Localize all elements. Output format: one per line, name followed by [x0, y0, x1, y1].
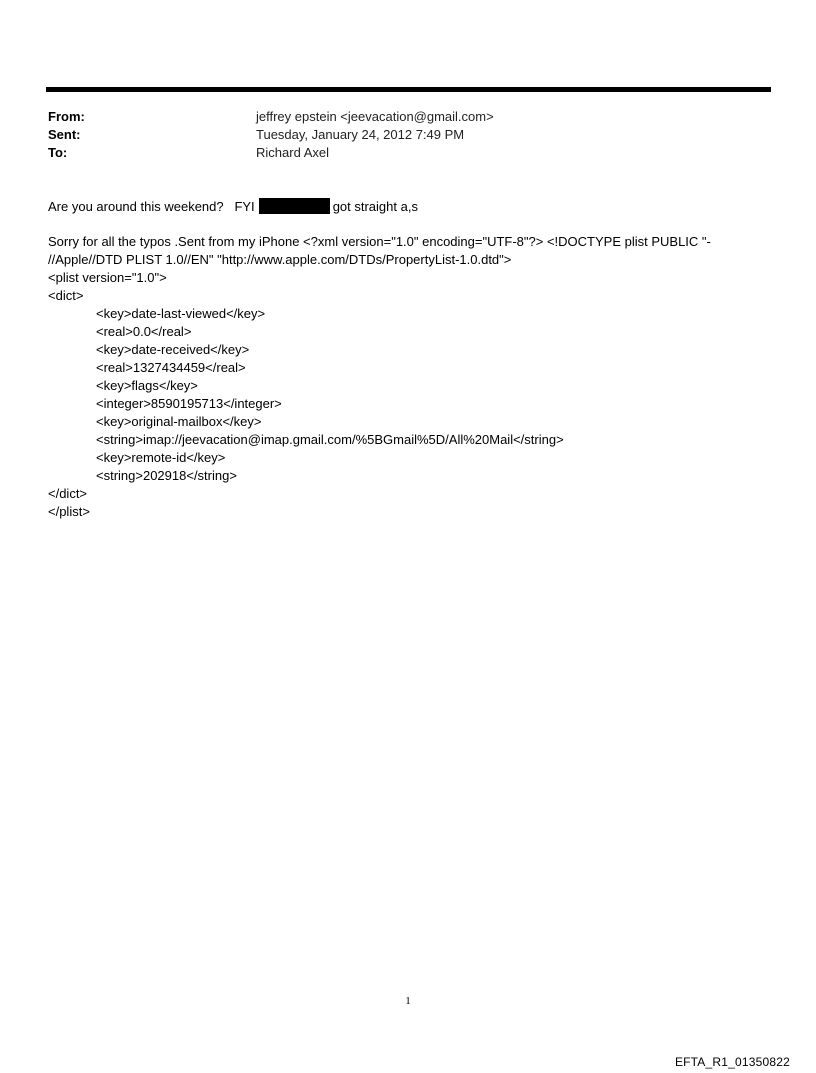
- header-divider: [46, 87, 771, 92]
- body-line-1-after: got straight a,s: [332, 199, 418, 214]
- plist-line: <key>date-received</key>: [96, 342, 250, 357]
- page-number: 1: [405, 995, 411, 1007]
- paragraph-gap: [48, 216, 748, 233]
- body-line: <plist version="1.0">: [48, 270, 167, 285]
- to-row: [48, 144, 768, 162]
- to-value: Richard Axel: [256, 145, 329, 160]
- plist-line: <string>imap://jeevacation@imap.gmail.com/%5BGmail%5D/All%20Mail</string>: [96, 432, 564, 447]
- body-line: //Apple//DTD PLIST 1.0//EN" "http://www.apple.com/DTDs/PropertyList-1.0.dtd">: [48, 252, 512, 267]
- from-row: [48, 108, 768, 126]
- plist-line: <key>original-mailbox</key>: [96, 414, 262, 429]
- email-header: [48, 108, 768, 162]
- body-line: Sorry for all the typos .Sent from my iPhone <?xml version="1.0" encoding="UTF-8"?> <!DOCTYPE plist PUBLIC "-: [48, 234, 711, 249]
- plist-line: <key>flags</key>: [96, 378, 198, 393]
- email-body: [48, 198, 748, 521]
- plist-line: <real>0.0</real>: [96, 324, 192, 339]
- plist-line: <key>date-last-viewed</key>: [96, 306, 266, 321]
- sent-label: Sent:: [48, 127, 81, 142]
- plist-line: <key>remote-id</key>: [96, 450, 226, 465]
- from-value: jeffrey epstein <jeevacation@gmail.com>: [256, 109, 494, 124]
- sent-row: [48, 126, 768, 144]
- plist-line: <integer>8590195713</integer>: [96, 396, 282, 411]
- body-line: </plist>: [48, 504, 90, 519]
- body-line-1: [48, 198, 748, 216]
- sent-value: Tuesday, January 24, 2012 7:49 PM: [256, 127, 465, 142]
- to-label: To:: [48, 145, 68, 160]
- document-id: EFTA_R1_01350822: [674, 1055, 790, 1069]
- plist-line: <string>202918</string>: [96, 468, 237, 483]
- from-label: From:: [48, 109, 85, 124]
- body-line: </dict>: [48, 486, 88, 501]
- body-line: <dict>: [48, 288, 84, 303]
- plist-line: <real>1327434459</real>: [96, 360, 246, 375]
- redaction-block: [259, 198, 330, 214]
- body-line-1-before: Are you around this weekend? FYI: [48, 199, 255, 214]
